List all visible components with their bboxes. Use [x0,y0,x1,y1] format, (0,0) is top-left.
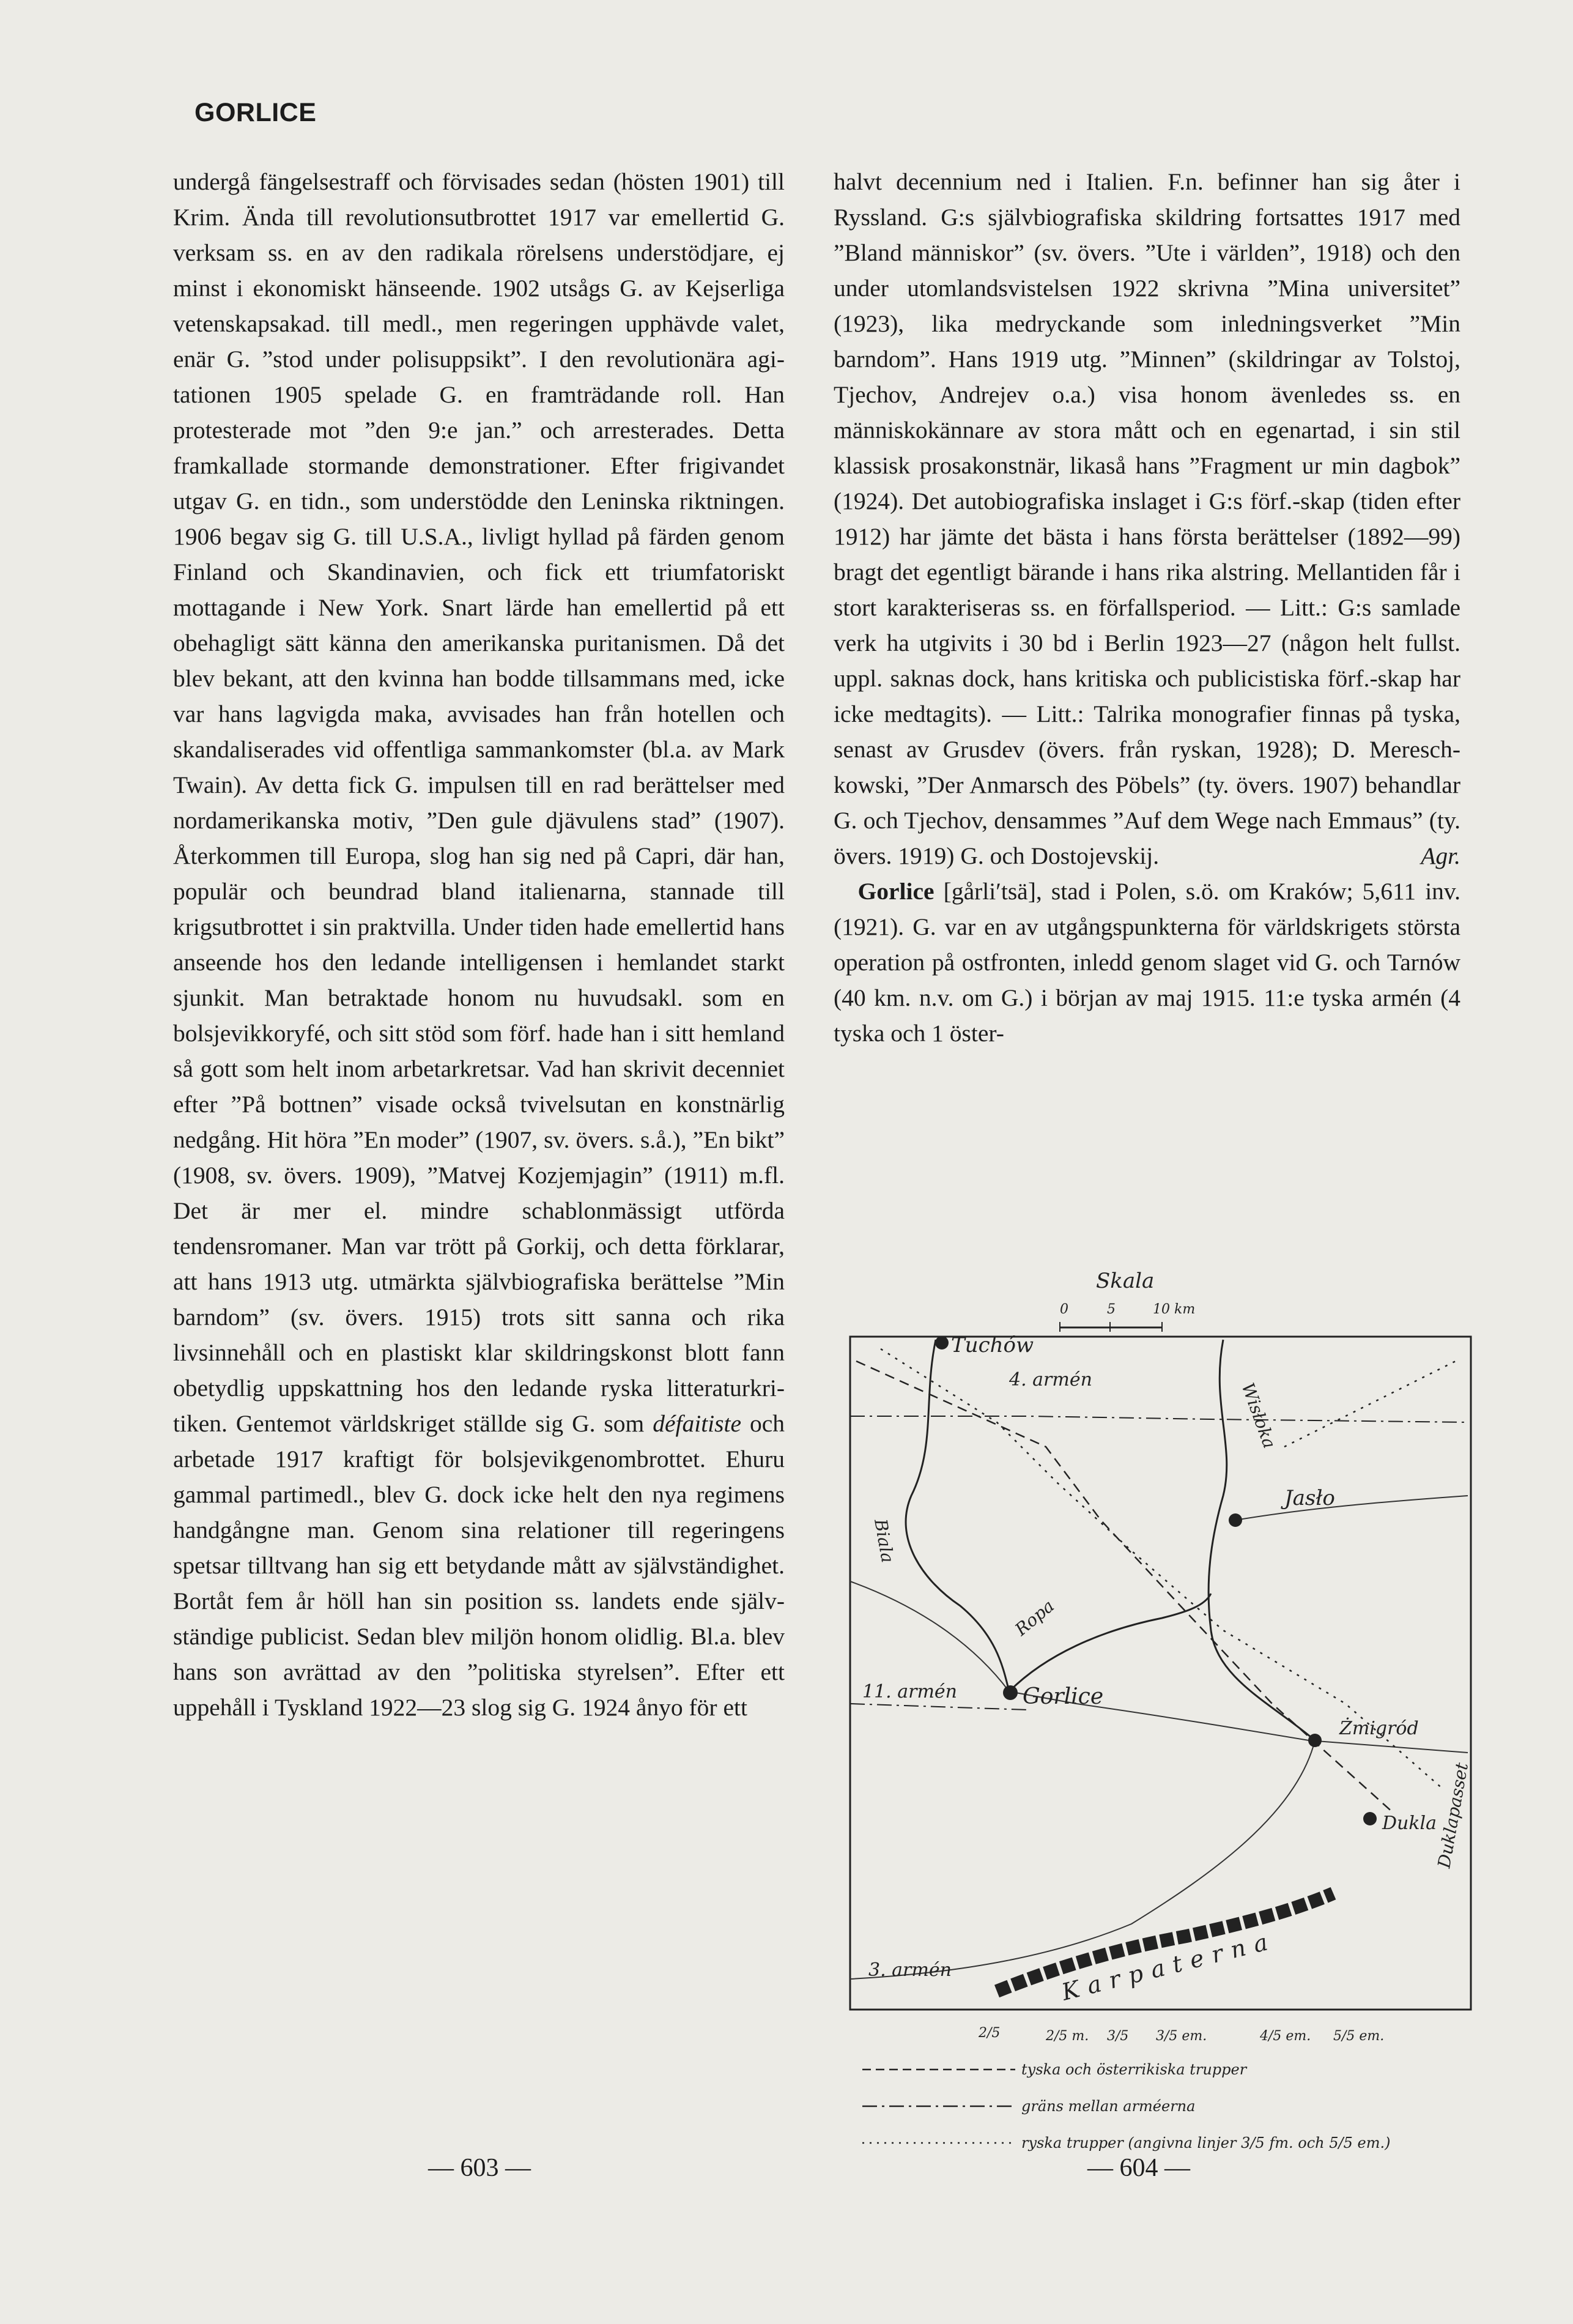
entry-headword: Gorlice [857,878,935,905]
date-label: 2/5 [979,2025,1001,2041]
battle-map [844,1263,1483,2218]
place-label: Dukla [1382,1813,1437,1834]
town-marker [1308,1734,1322,1747]
date-label: 4/5 em. [1260,2029,1311,2044]
scale-title: Skala [1096,1269,1155,1293]
town-marker [1003,1685,1018,1700]
legend-item: tyska och österrikiska trupper [1021,2061,1247,2078]
page-number-right: — 604 — [1087,2154,1190,2182]
date-label: 3/5 em. [1156,2029,1207,2044]
battle-map-svg [844,1263,1483,2218]
town-marker [1229,1513,1242,1527]
legend-item: ryska trupper (angivna linjer 3/5 fm. och 5/5 em.) [1021,2134,1391,2151]
entry-text: [gårli′tsä], stad i Polen, s.ö. om Kraków; 5,611 inv. (1921). G. var en av utgångspunkterna för världskrigets största operation på ostfronten, inledd genom slaget vid G. och Tarnów (40 km. n.v. om G.) i början av maj 1915. 11:e tyska armén (4 tyska och 1 öster- [834,878,1460,1047]
front-line-dotted [1284,1361,1456,1447]
legend-item: gräns mellan arméerna [1021,2098,1196,2115]
scale-tick-5: 5 [1107,1302,1116,1317]
army-boundary [850,1704,1027,1710]
left-column-text [173,164,785,1725]
army-boundary [850,1416,1468,1422]
scale-tick-0: 0 [1060,1302,1068,1317]
river-label: Biala [870,1517,898,1564]
right-column [834,164,1460,1238]
army-label: 3. armén [868,1959,952,1981]
date-label: 5/5 em. [1333,2029,1385,2044]
date-label: 3/5 [1107,2029,1129,2044]
italic-term: défaitiste [653,1410,742,1437]
page-number-left: — 603 — [428,2154,531,2182]
place-label: Tuchów [951,1333,1034,1357]
place-label: Żmigród [1339,1718,1419,1739]
town-marker [1363,1812,1377,1825]
army-label: 4. armén [1009,1369,1092,1390]
road [1235,1496,1468,1520]
river-label: Wisłoka [1237,1380,1280,1451]
left-text-main: undergå fängelsestraff och förvisades sedan (hösten 1901) till Krim. Ända till revolutionsutbrottet 1917 var emellertid G. verksam ss. en av den radikala rörelsens understödjare, ej minst i ekonomiskt hänseende. 1902 utsågs G. av Kejserliga vetenskapsakad. till medl., men regeringen upphävde valet, enär G. ”stod under polisuppsikt”. I den revolutionära agitationen 1905 spelade G. en framträdande roll. Han protesterade mot ”den 9:e jan.” och arresterades. Detta framkallade stormande demonstrationer. Efter frigivandet utgav G. en tidn., som understödde den Leninska riktningen. 1906 begav sig G. till U.S.A., livligt hyllad på färden genom Finland och Skandinavien, och fick ett triumfatoriskt mottagande i New York. Snart lärde han emellertid på ett obehagligt sätt känna den amerikanska puritanismen. Då det blev bekant, att den kvinna han bodde tillsammans med, icke var hans lagvigda maka, avvisades han från hotellen och skandaliserades vid offentliga sammankomster (bl.a. av Mark Twain). Av detta fick G. impulsen till en rad berättelser med nordamerikanska motiv, ”Den gule djävulens stad” (1907). Återkommen till Europa, slog han sig ned på Capri, där han, populär och beundrad bland italienarna, stannade till krigsutbrottet i sin praktvilla. Under tiden hade emellertid hans anseende hos den ledande intelligensen i hemlandet starkt sjunkit. Man betraktade honom nu huvudsakl. som en bolsjevikkoryfé, och sitt stöd som förf. hade han i sitt hemland så gott som helt inom arbetarkretsar. Vad han skrivit decenniet efter ”På bottnen” visade också tvivelsutan en konstnärlig nedgång. Hit höra ”En moder” (1907, sv. övers. s.å.), ”En bikt” (1908, sv. övers. 1909), ”Matvej Kozjemjagin” (1911) m.fl. Det är mer el. mindre schablonmässigt utförda tendensromaner. Man var trött på Gorkij, och detta förklarar, att hans 1913 utg. utmärkta självbiografiska berättelse ”Min barndom” (sv. övers. 1915) trots sitt sanna och rika livsinnehåll och en plastiskt klar skildringskonst blott fann obetydlig uppskattning hos den ledande ryska litteraturkritiken. Gentemot världskriget ställde sig G. som [173,168,785,1437]
scale-tick-10: 10 km [1153,1302,1196,1317]
mountains-label: Karpaterna [1059,1926,1279,2006]
left-column [173,164,785,1725]
town-marker [935,1336,949,1349]
left-text-after: och arbetade 1917 kraftigt för bolsjevikgenombrottet. Ehuru gammal partimedl., blev G. dock icke helt den nya regimens handgångne man. Genom sina relationer till regeringens spetsar tilltvang han sig ett betydande mått av självständighet. Bortåt fem år höll han sin position ss. landets ende självständige publicist. Sedan blev miljön honom olidlig. Bl.a. blev hans son avrättad av den ”politiska styrelsen”. Efter ett uppehåll i Tyskland 1922—23 slog sig G. 1924 ånyo för ett [173,1410,785,1721]
place-label: Gorlice [1023,1684,1104,1709]
date-label: 2/5 m. [1046,2029,1089,2044]
place-label: Jasło [1284,1486,1335,1510]
right-column-text [834,164,1460,1238]
map-frame [850,1337,1471,2010]
pass-label: Duklapasset [1434,1761,1473,1870]
running-head: GORLICE [194,98,317,127]
river-label: Ropa [1011,1595,1059,1640]
army-label: 11. armén [862,1681,957,1702]
author-signature: Agr. [1421,842,1460,869]
right-text-main: halvt decennium ned i Italien. F.n. befinner han sig åter i Ryssland. G:s självbiografiska skildring fortsattes 1917 med ”Bland människor” (sv. övers. ”Ute i världen”, 1918) och den under utomlandsvistelsen 1922 skrivna ”Mina universitet” (1923), lika medryckande som inledningsverket ”Min barndom”. Hans 1919 utg. ”Minnen” (skildringar av Tolstoj, Tjechov, Andrejev o.a.) visa honom ävenledes ss. en människokännare av stora mått och en egenartad, i sin stil klassisk prosakonstnär, likaså hans ”Fragment ur min dagbok” (1924). Det autobiografiska inslaget i G:s förf.-skap (tiden efter 1912) har jämte det bästa i hans första berättelser (1892—99) bragt det egentligt bärande i hans rika alstring. Mellantiden får i stort karakteriseras ss. en förfallsperiod. — Litt.: G:s samlade verk ha utgivits i 30 bd i Berlin 1923—27 (någon helt fullst. uppl. saknas dock, hans kritiska och publicistiska förf.-skap har icke medtagits). — Litt.: Talrika monografier finnas på tyska, senast av Grusdev (övers. från ryskan, 1928); D. Mereschkowski, ”Der Anmarsch des Pöbels” (ty. övers. 1907) behandlar G. och Tjechov, densammes ”Auf dem Wege nach Emmaus” (ty. övers. 1919) G. och Dostojevskij. [834,168,1460,869]
